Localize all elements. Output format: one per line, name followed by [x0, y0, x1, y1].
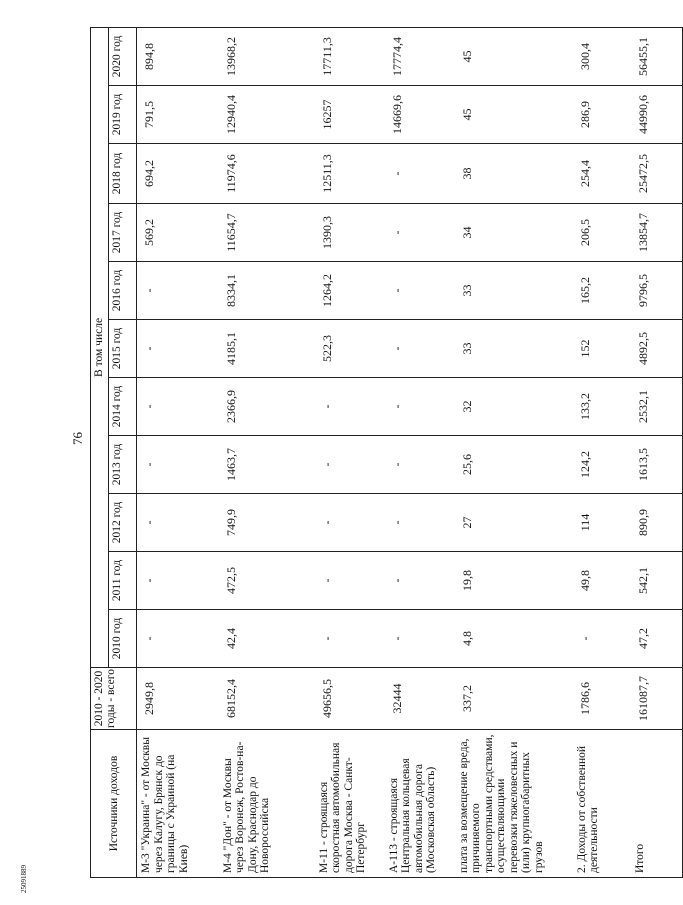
header-source: Источники доходов [91, 730, 137, 878]
header-year: 2014 год [109, 378, 137, 436]
row-value: 4185,1 [219, 320, 315, 378]
row-value: 165,2 [573, 262, 631, 320]
row-value: 2366,9 [219, 378, 315, 436]
row-source: 2. Доходы от собственной деятельности [573, 730, 631, 878]
row-value: 569,2 [137, 204, 219, 262]
revenue-table [90, 27, 683, 878]
header-year: 2013 год [109, 436, 137, 494]
row-value: 522,3 [315, 320, 385, 378]
row-value: 4892,5 [631, 320, 683, 378]
header-year: 2016 год [109, 262, 137, 320]
row-value: 25,6 [455, 436, 573, 494]
row-total: 49656,5 [315, 668, 385, 730]
row-value: 14669,6 [385, 86, 455, 144]
row-value: 254,4 [573, 144, 631, 204]
header-year: 2012 год [109, 494, 137, 552]
row-total: 1786,6 [573, 668, 631, 730]
row-source: М-4 "Дон" - от Москвы через Воронеж, Ростов-на-Дону, Краснодар до Новороссийска [219, 730, 315, 878]
row-value: 2532,1 [631, 378, 683, 436]
table-row [137, 27, 219, 877]
row-value: 11974,6 [219, 144, 315, 204]
row-value: - [385, 144, 455, 204]
row-value: - [385, 262, 455, 320]
row-source: М-11 - строящаяся скоростная автомобильная дорога Москва - Санкт-Петербург [315, 730, 385, 878]
rotated-table-container [90, 28, 650, 878]
row-value: 1264,2 [315, 262, 385, 320]
row-value: 1463,7 [219, 436, 315, 494]
row-value: 45 [455, 27, 573, 85]
row-source: М-3 "Украина" - от Москвы через Калугу, Брянск до границы с Украиной (на Киев) [137, 730, 219, 878]
row-value: - [573, 610, 631, 668]
row-value: - [385, 494, 455, 552]
row-value: 894,8 [137, 27, 219, 85]
row-value: 124,2 [573, 436, 631, 494]
row-value: - [315, 436, 385, 494]
row-total: 337,2 [455, 668, 573, 730]
row-value: 27 [455, 494, 573, 552]
row-value: 45 [455, 86, 573, 144]
header-group: В том числе [91, 27, 109, 667]
row-value: - [315, 378, 385, 436]
row-value: - [385, 552, 455, 610]
row-value: 472,5 [219, 552, 315, 610]
row-source: плата за возмещение вреда, причиняемого транспортными средствами, осуществляющими перевозки тяжеловесных и (или) крупногабаритных грузов [455, 730, 573, 878]
row-value: 32 [455, 378, 573, 436]
row-value: 38 [455, 144, 573, 204]
row-value: 152 [573, 320, 631, 378]
table-row [219, 27, 315, 877]
row-source: А-113 - строящаяся Центральная кольцевая автомобильная дорога (Московская область) [385, 730, 455, 878]
row-value: - [137, 494, 219, 552]
row-value: 34 [455, 204, 573, 262]
row-value: 133,2 [573, 378, 631, 436]
header-year: 2020 год [109, 27, 137, 85]
row-value: 47,2 [631, 610, 683, 668]
row-value: 114 [573, 494, 631, 552]
row-value: - [385, 378, 455, 436]
row-value: - [137, 436, 219, 494]
row-value: 12940,4 [219, 86, 315, 144]
row-value: 542,1 [631, 552, 683, 610]
row-value: 49,8 [573, 552, 631, 610]
row-value: 206,5 [573, 204, 631, 262]
row-value: 44990,6 [631, 86, 683, 144]
row-value: - [385, 320, 455, 378]
header-year: 2011 год [109, 552, 137, 610]
table-row [385, 27, 455, 877]
row-value: 16257 [315, 86, 385, 144]
row-value: 300,4 [573, 27, 631, 85]
row-total: 32444 [385, 668, 455, 730]
page-number: 76 [70, 432, 85, 445]
row-value: 33 [455, 320, 573, 378]
row-value: 19,8 [455, 552, 573, 610]
row-total: 161087,7 [631, 668, 683, 730]
row-value: 286,9 [573, 86, 631, 144]
row-value: - [137, 320, 219, 378]
table-row [631, 27, 683, 877]
header-year: 2015 год [109, 320, 137, 378]
row-value: 17774,4 [385, 27, 455, 85]
row-value: 749,9 [219, 494, 315, 552]
row-value: 12511,3 [315, 144, 385, 204]
row-value: 4,8 [455, 610, 573, 668]
table-row [315, 27, 385, 877]
row-value: 8334,1 [219, 262, 315, 320]
row-value: 13854,7 [631, 204, 683, 262]
row-value: - [315, 552, 385, 610]
table-row [455, 27, 573, 877]
row-value: 890,9 [631, 494, 683, 552]
row-value: - [137, 610, 219, 668]
header-year: 2019 год [109, 86, 137, 144]
row-value: 17711,3 [315, 27, 385, 85]
table-row [573, 27, 631, 877]
row-value: - [315, 494, 385, 552]
row-total: 68152,4 [219, 668, 315, 730]
row-value: - [385, 436, 455, 494]
row-value: 694,2 [137, 144, 219, 204]
header-year: 2010 год [109, 610, 137, 668]
row-value: - [137, 552, 219, 610]
row-value: 791,5 [137, 86, 219, 144]
document-code: 25091889 [20, 865, 28, 893]
row-value: 1613,5 [631, 436, 683, 494]
row-value: 9796,5 [631, 262, 683, 320]
row-value: - [137, 262, 219, 320]
row-value: 1390,3 [315, 204, 385, 262]
header-year: 2018 год [109, 144, 137, 204]
row-value: - [385, 610, 455, 668]
row-value: 33 [455, 262, 573, 320]
row-value: 56455,1 [631, 27, 683, 85]
row-value: 11654,7 [219, 204, 315, 262]
row-value: - [385, 204, 455, 262]
row-value: - [137, 378, 219, 436]
row-value: 25472,5 [631, 144, 683, 204]
row-source: Итого [631, 730, 683, 878]
header-year: 2017 год [109, 204, 137, 262]
row-value: - [315, 610, 385, 668]
row-value: 13968,2 [219, 27, 315, 85]
row-total: 2949,8 [137, 668, 219, 730]
header-total: 2010 - 2020 годы - всего [91, 668, 137, 730]
row-value: 42,4 [219, 610, 315, 668]
